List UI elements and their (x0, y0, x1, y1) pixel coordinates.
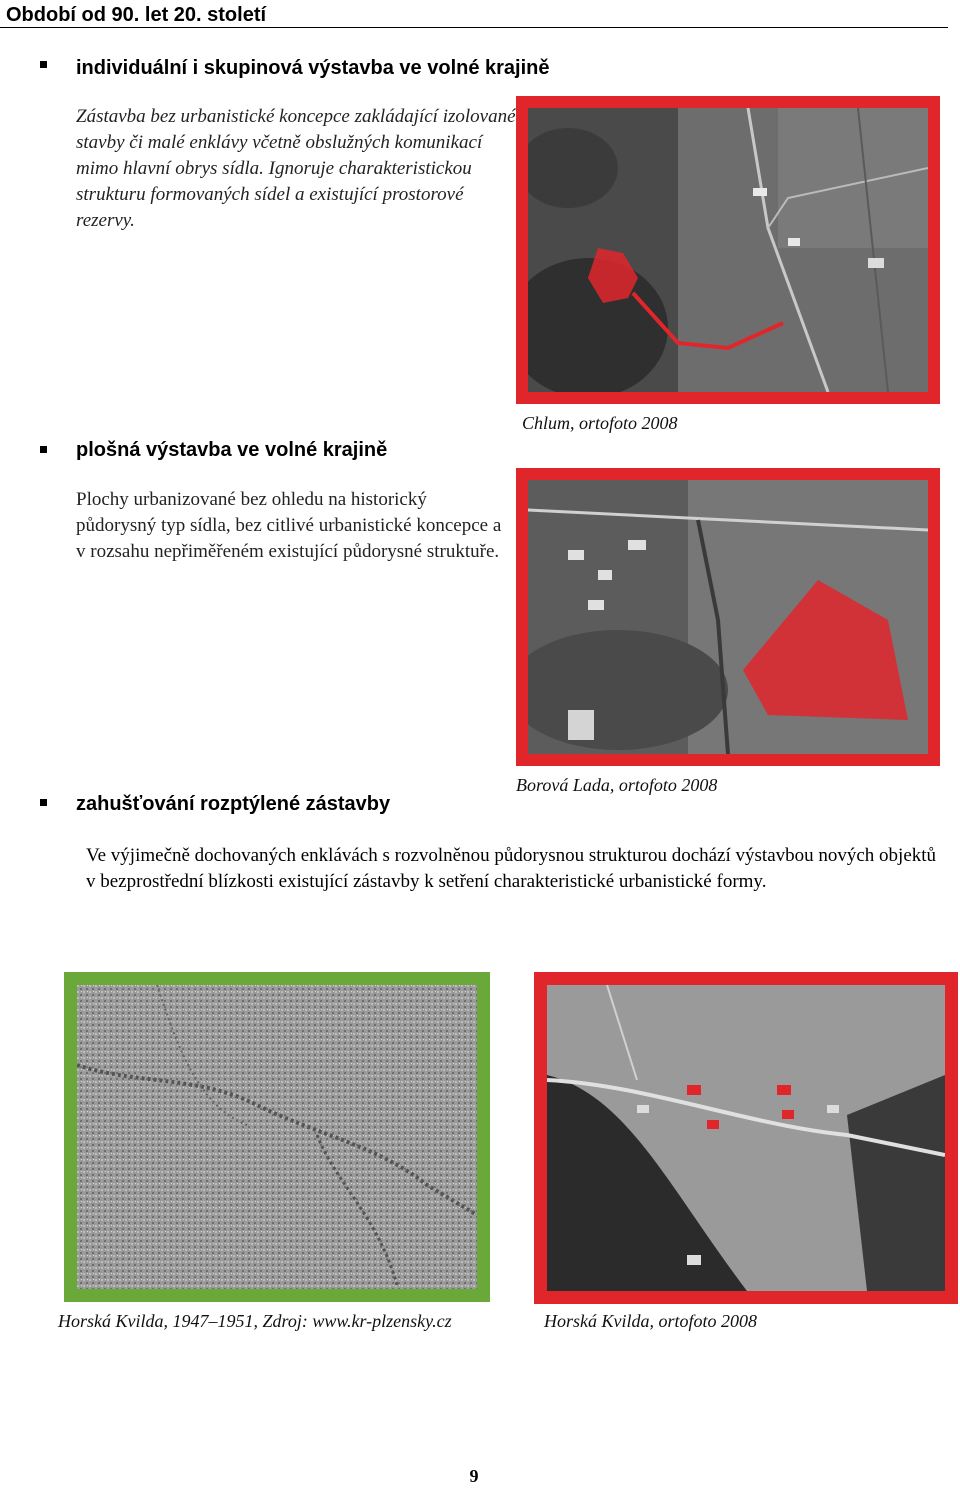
bullet-icon (40, 446, 47, 453)
figure-borova-lada-frame (516, 468, 940, 766)
bullet-icon (40, 799, 47, 806)
section-text-individual: Zástavba bez urbanistické koncepce zakládající izolované stavby či malé enklávy včetně obslužných komunikací mimo hlavní obrys sídla. Ignoruje charakteristickou strukturu formovaných sídel a existující prostorové rezervy. (76, 106, 516, 231)
section-text-plosna: Plochy urbanizované bez ohledu na historický půdorysný typ sídla, bez citlivé urbanistické koncepce a v rozsahu nepřiměřeném existující půdorysné struktuře. (76, 489, 502, 562)
section-text-zahustovani: Ve výjimečně dochovaných enklávách s rozvolněnou půdorysnou strukturou dochází výstavbou nových objektů v bezprostřední blízkosti existující zástavby k setření charakteristické urbanistické formy. (86, 845, 937, 892)
figure-horska-kvilda-new-frame (534, 972, 958, 1304)
page-number: 9 (469, 1466, 479, 1486)
figure-borova-lada-caption: Borová Lada, ortofoto 2008 (516, 775, 718, 795)
aerial-photo-horska-kvilda-2008 (547, 985, 945, 1291)
aerial-photo-chlum (528, 108, 928, 392)
section-heading-individual: individuální i skupinová výstavba ve volné krajině (76, 57, 550, 79)
bullet-icon (40, 61, 47, 68)
header-divider (0, 27, 948, 28)
figure-horska-kvilda-old-caption: Horská Kvilda, 1947–1951, Zdroj: www.kr-plzensky.cz (58, 1311, 452, 1331)
figure-horska-kvilda-old-frame (64, 972, 490, 1302)
figure-horska-kvilda-new-caption: Horská Kvilda, ortofoto 2008 (544, 1311, 758, 1331)
aerial-photo-horska-kvilda-historic (77, 985, 477, 1289)
aerial-photo-borova-lada (528, 480, 928, 754)
section-heading-zahustovani: zahušťování rozptýlené zástavby (76, 793, 391, 815)
figure-chlum-caption: Chlum, ortofoto 2008 (522, 413, 678, 433)
figure-chlum-frame (516, 96, 940, 404)
page-header-title: Období od 90. let 20. století (6, 4, 267, 26)
section-heading-plosna: plošná výstavba ve volné krajině (76, 439, 388, 461)
